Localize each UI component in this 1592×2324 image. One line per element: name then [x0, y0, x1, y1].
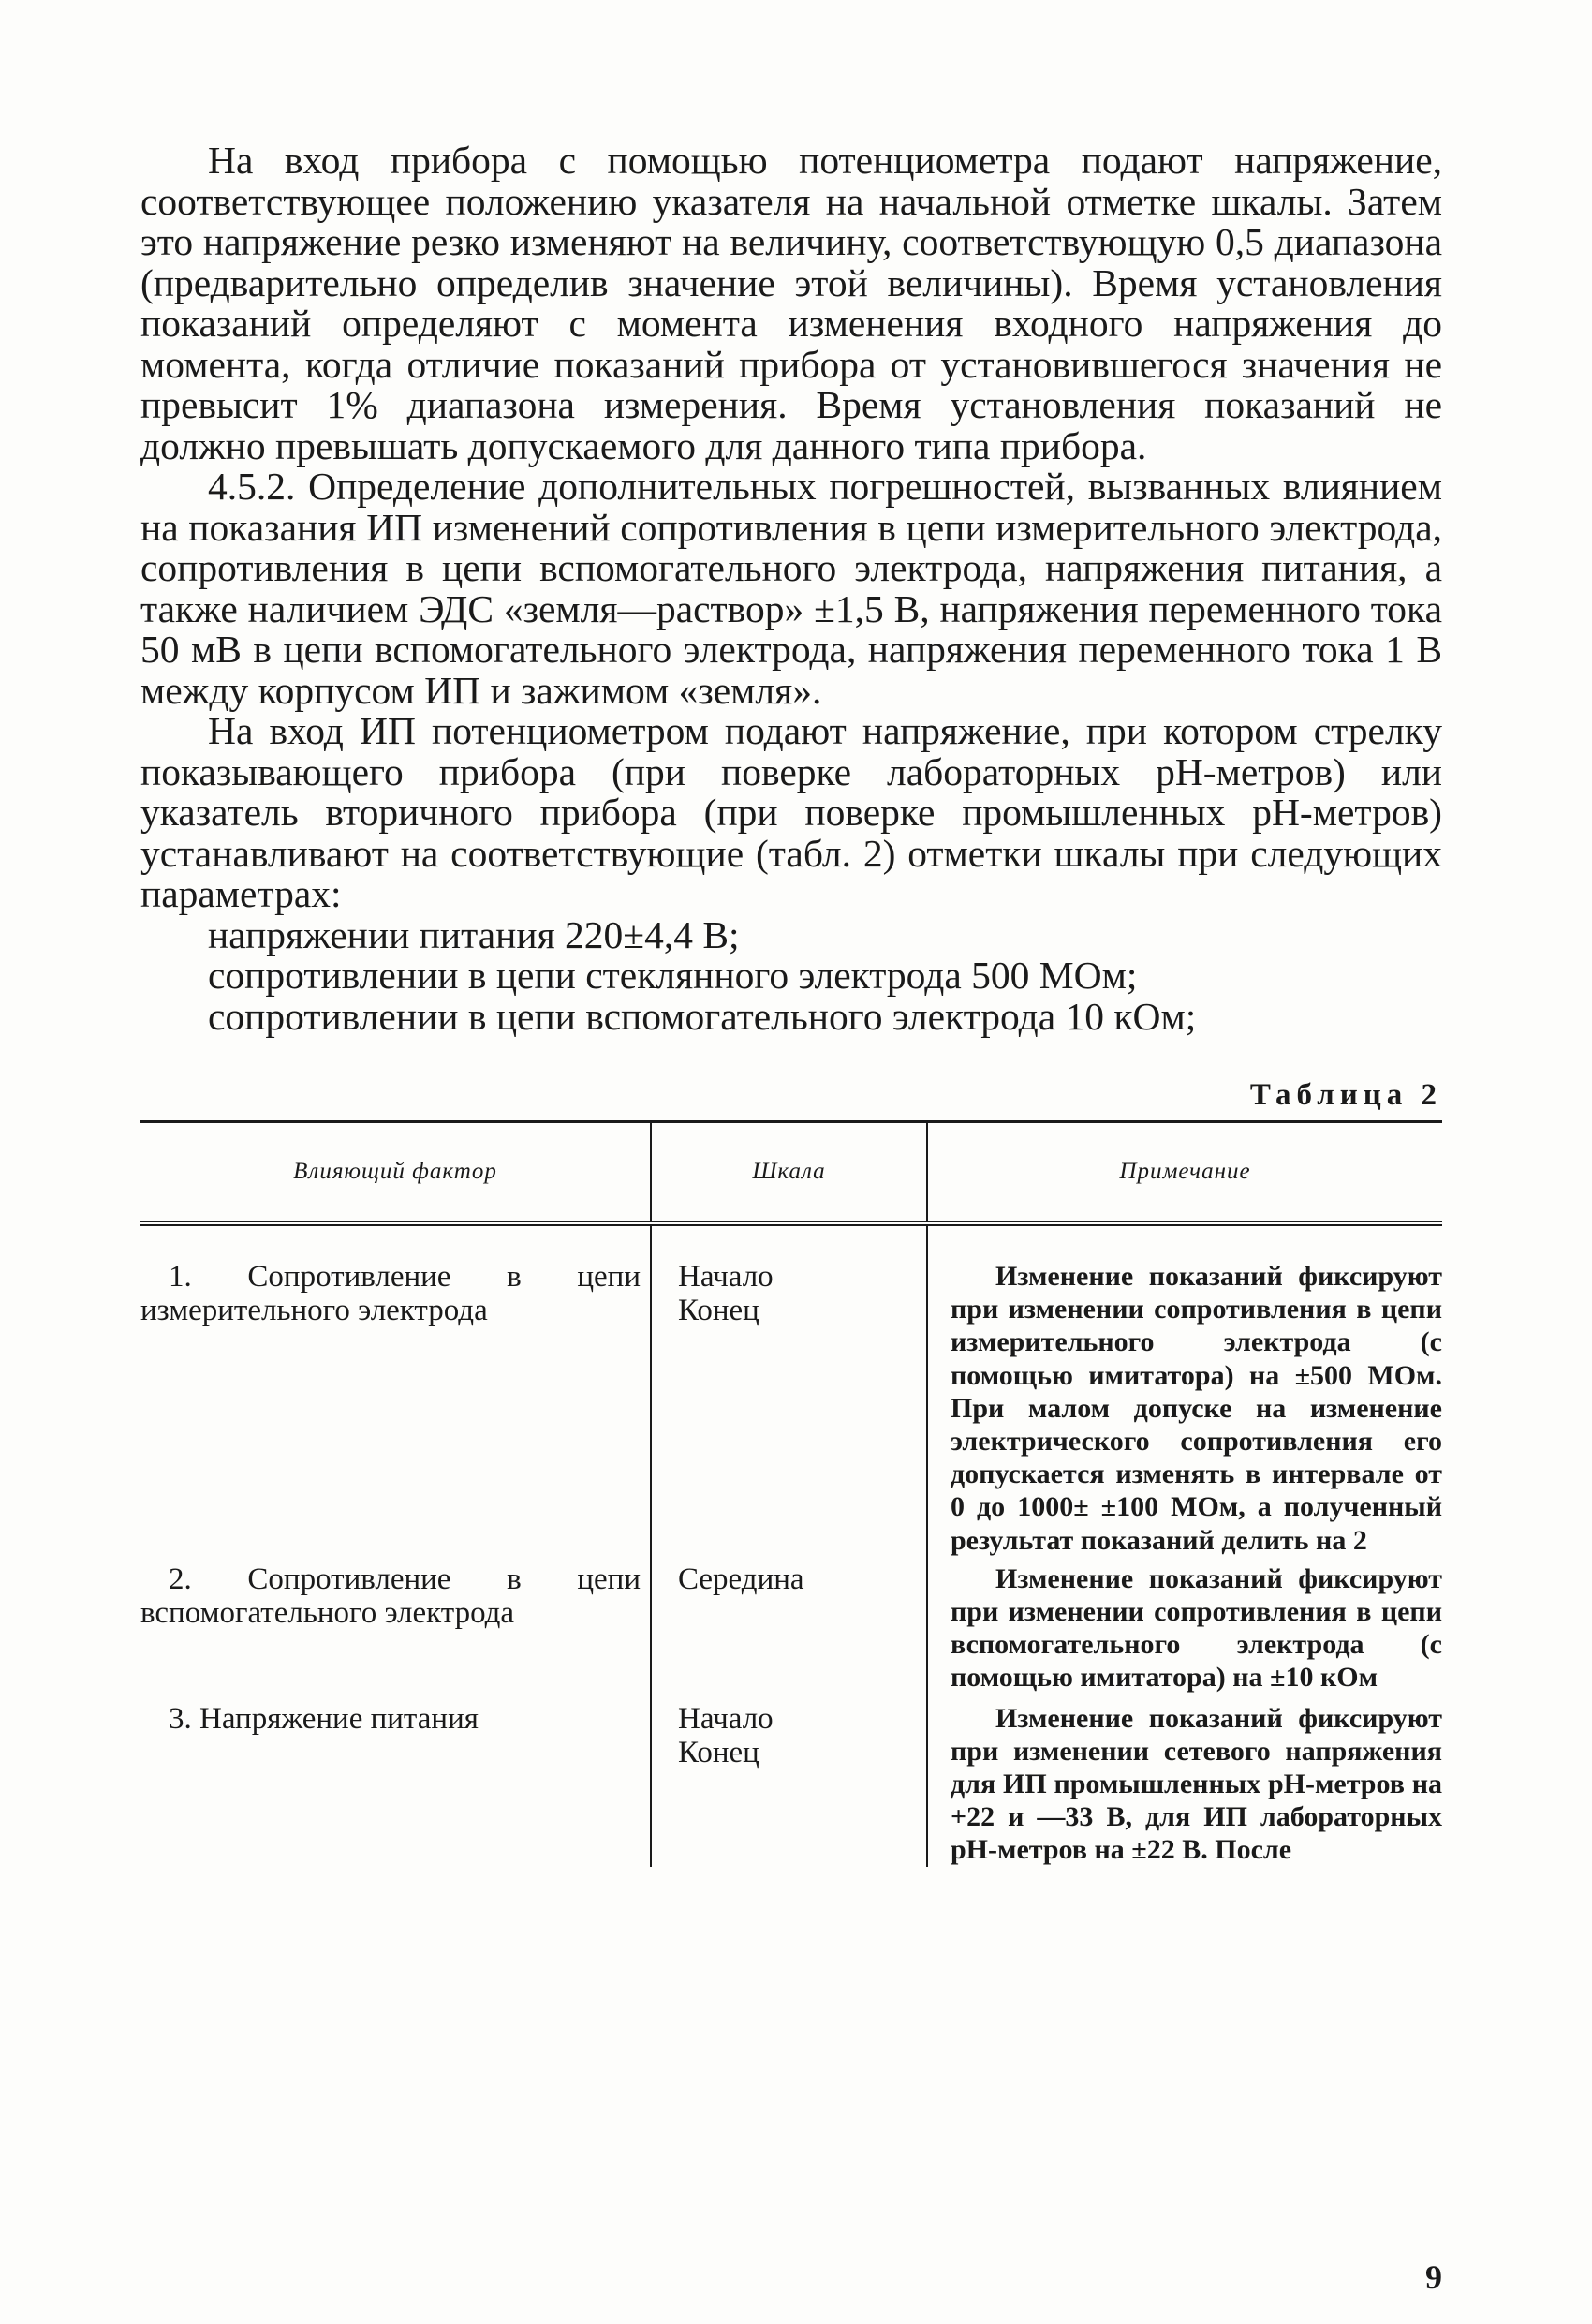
table-caption: Таблица 2	[1249, 1078, 1442, 1112]
table-header-row	[140, 1122, 1442, 1224]
note-cell: Изменение показаний фиксируют при изменении сетевого напряжения для ИП промышленных pH-метров на +22 и —33 В, для ИП лабораторных pH-метров на ±22 В. После	[951, 1702, 1442, 1866]
list-item: сопротивлении в цепи вспомогательного электрода 10 кОм;	[208, 994, 1197, 1038]
header-factor: Влияющий фактор	[140, 1122, 651, 1224]
factor-cell: 3. Напряжение питания	[169, 1701, 479, 1736]
document-page	[140, 141, 1442, 1867]
table-2	[140, 1120, 1442, 1867]
list-item: напряжении питания 220±4,4 В;	[208, 912, 740, 956]
note-cell: Изменение показаний фиксируют при изменении сопротивления в цепи измерительного электрода (с помощью имитатора) на ±500 МОм. При малом допуске на изменение электрического сопротивления его допускается изменять в интервале от 0 до 1000± ±100 МОм, а полученный результат показаний делить на 2	[951, 1261, 1442, 1556]
scale-value: Конец	[678, 1735, 759, 1769]
table-row	[140, 1223, 1442, 1557]
scale-value: Начало	[678, 1701, 774, 1736]
factor-cell: 1. Сопротивление в цепи измерительного электрода	[140, 1260, 641, 1327]
scale-value: Середина	[678, 1562, 804, 1596]
header-scale: Шкала	[651, 1122, 927, 1224]
scale-value: Конец	[678, 1294, 759, 1327]
note-cell: Изменение показаний фиксируют при изменении сопротивления в цепи вспомогательного электрода (с помощью имитатора) на ±10 кОм	[951, 1562, 1442, 1694]
paragraph-4-5-2: 4.5.2. Определение дополнительных погрешностей, вызванных влиянием на показания ИП изменений сопротивления в цепи измерительного электрода, сопротивления в цепи вспомогательного электрода, напряжения питания, а также наличием ЭДС «земля—раствор» ±1,5 В, напряжения переменного тока 50 мВ в цепи вспомогательного электрода, напряжения переменного тока 1 В между корпусом ИП и зажимом «земля».	[140, 465, 1442, 712]
table-row	[140, 1695, 1442, 1867]
scale-value: Начало	[678, 1260, 774, 1294]
paragraph-1: На вход прибора с помощью потенциометра подают напряжение, соответствующее положению указателя на начальной отметке шкалы. Затем это напряжение резко изменяют на величину, соответствующую 0,5 диапазона (предварительно определив значение этой величины). Время установления показаний определяют с момента изменения входного напряжения до момента, когда отличие показаний прибора от установившегося значения не превысит 1% диапазона измерения. Время установления показаний не должно превышать допускаемого для данного типа прибора.	[140, 139, 1442, 467]
parameter-list	[140, 912, 1442, 1038]
paragraph-3: На вход ИП потенциометром подают напряжение, при котором стрелку показывающего прибора (при поверке лабораторных pH-метров) или указатель вторичного прибора (при поверке промышленных pH-метров) устанавливают на соответствующие (табл. 2) отметки шкалы при следующих параметрах:	[140, 709, 1442, 915]
page-number: 9	[1425, 2258, 1442, 2296]
list-item: сопротивлении в цепи стеклянного электрода 500 МОм;	[208, 954, 1138, 997]
factor-cell: 2. Сопротивление в цепи вспомогательного электрода	[140, 1562, 641, 1630]
table-row	[140, 1557, 1442, 1695]
header-note: Примечание	[927, 1122, 1442, 1224]
